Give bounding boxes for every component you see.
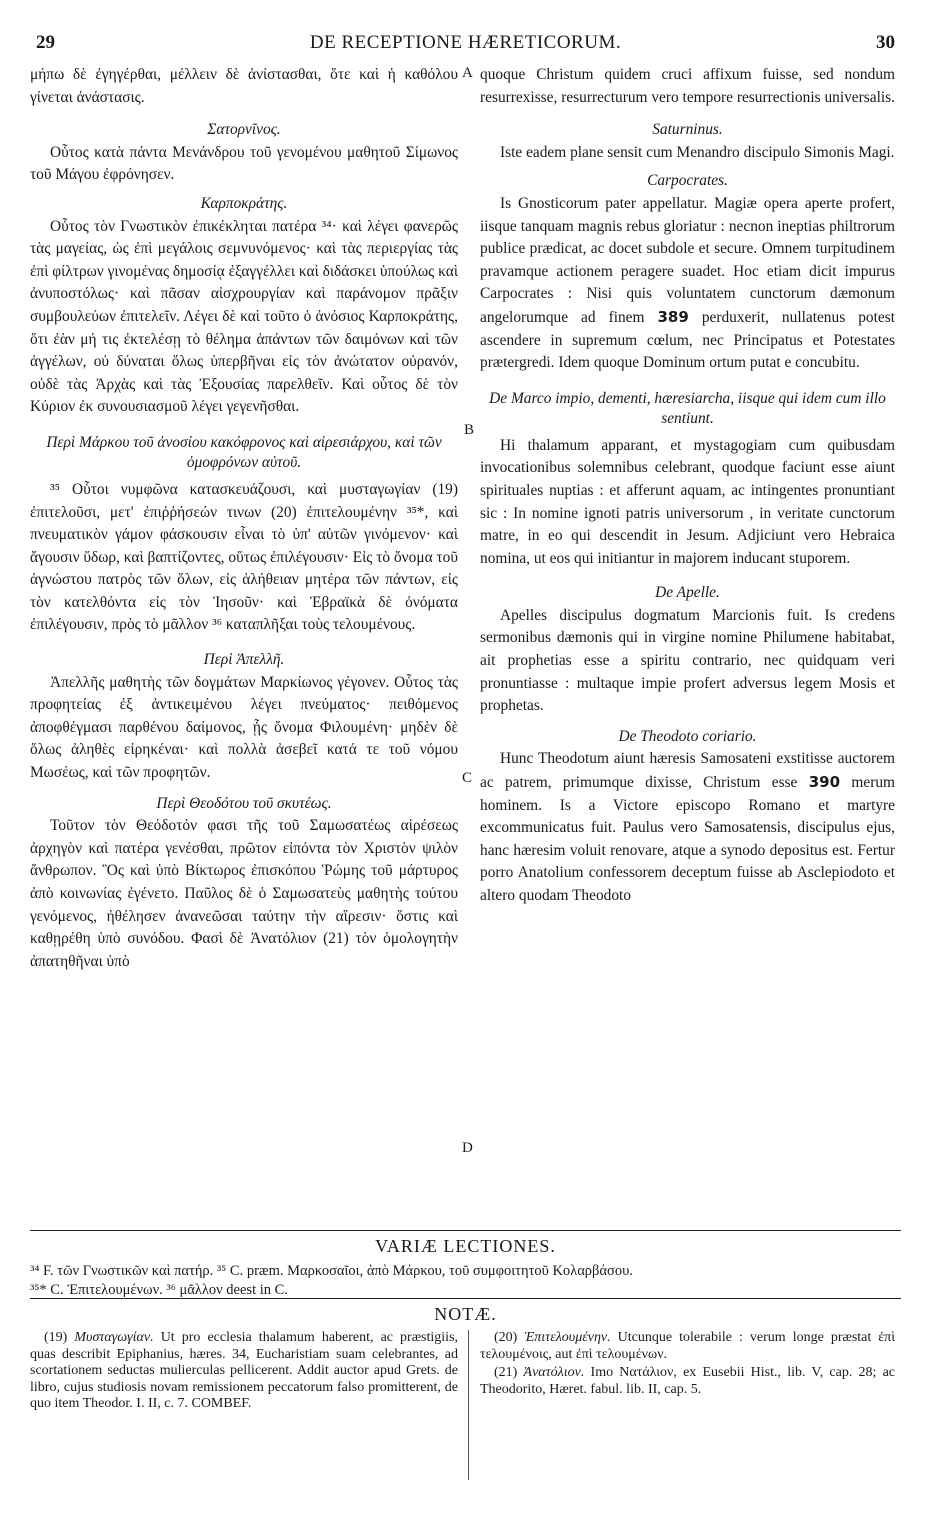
margin-letter-b: B [464,422,475,438]
note-19 [30,1330,458,1413]
note-20-number: (20) [494,1330,518,1345]
greek-heading-carpocrates: Καρποκράτης. [200,194,288,212]
latin-carpocrates-text-a: Is Gnosticorum pater appellatur. Magiæ opera aperte profert, iisque tanquam magnis rebus gloriatur : necnon ineptias philtrorum publice prædicat, ac docet subdole et secure. Omnem turpitudinem pravamque actionem peragere suadet. Hoc etiam dicit impurus Carpocrates : Nisi quis voluntatem cunctorum dæmonum angelorumque ad finem [480,194,895,326]
latin-paragraph-0: quoque Christum quidem cruci affixum fuisse, sed nondum resurrexisse, resurrecturum vero tempore resurrectionis universalis. [480,66,895,106]
note-20 [480,1330,895,1363]
latin-paragraph-marcus: Hi thalamum apparant, et mystagogiam cum quibusdam invocationibus solemnibus celebrant, quodque faciunt esse aiunt spirituales nuptias : et afferunt aquam, ac intingentes pronuntiant sic : In nomine ignoti patris universorum , in veritate cunctorum matre, in eo qui descendit in Jesum. Adjiciunt vero Hebraica nomina, ut eos qui initiantur in majorem inducant stuporem. [480,436,895,567]
latin-theodotus-text-b: merum hominem. Is a Victore episcopo Romano et martyre excommunicatus fuit. Paulus vero Samosatensis, discipulus ejus, hanc hæresim voluit renovare, atque a synodo depositus est. Fertur porro Anatolium confessorem deceptum fuisse ab Asclepiodoto et altero quodam Theodoto [480,774,895,904]
column-number-390: 390 [808,773,841,792]
greek-heading-saturninus: Σατορνῖνος. [207,121,281,139]
latin-heading-theodotus: De Theodoto coriario. [618,727,757,745]
notae-right-column [480,1330,895,1398]
note-21-lemma: Ἀνατόλιον. [523,1365,585,1381]
notes-column-divider [468,1330,469,1480]
latin-heading-apelles: De Apelle. [655,584,720,602]
variae-line-1: ³⁴ F. τῶν Γνωστικῶν καὶ πατήρ. ³⁵ C. præm. Μαρκοσαῖοι, ἀπὸ Μάρκου, τοῦ συμφοιτητοῦ Κολαρβάσου. [30,1263,633,1279]
margin-letter-a: A [462,65,473,81]
greek-heading-apelles: Περὶ Ἀπελλῆ. [203,651,285,669]
latin-heading-carpocrates: Carpocrates. [647,172,728,190]
running-title: DE RECEPTIONE HÆRETICORUM. [309,32,622,53]
latin-paragraph-carpocrates [480,193,895,375]
notae-rule [30,1298,901,1299]
page-number-right: 30 [876,32,895,53]
latin-paragraph-theodotus [480,748,895,907]
note-21-text: Imo Νατάλιον, ex Eusebii Hist., lib. V, cap. 28; ac Theodorito, Hæret. fabul. lib. II, cap. 5. [480,1365,896,1397]
latin-column [480,64,895,908]
latin-paragraph-saturninus: Iste eadem plane sensit cum Menandro discipulo Simonis Magi. [500,143,895,161]
greek-column [30,64,458,973]
running-header [30,32,901,58]
latin-heading-marcus: De Marco impio, dementi, hæresiarcha, iisque qui idem cum illo sentiunt. [489,389,886,427]
note-19-number: (19) [44,1330,68,1345]
note-21-number: (21) [494,1365,518,1381]
latin-theodotus-text-a: Hunc Theodotum aiunt hæresis Samosateni exstitisse auctorem ac patrem, primumque dixisse, Christum esse [480,750,895,792]
note-20-text: Utcunque tolerabile : verum longe præstat ἐπὶ τελουμένοις, aut ἐπὶ τελουμένων. [480,1330,896,1362]
greek-paragraph-saturninus: Οὗτος κατὰ πάντα Μενάνδρου τοῦ γενομένου μαθητοῦ Σίμωνος τοῦ Μάγου ἐφρόνησεν. [30,143,458,184]
greek-heading-theodotus: Περὶ Θεοδότου τοῦ σκυτέως. [156,794,332,812]
greek-heading-marcus: Περὶ Μάρκου τοῦ ἀνοσίου κακόφρονος καὶ αἱρεσιάρχου, καὶ τῶν ὁμοφρόνων αὐτοῦ. [46,433,442,471]
greek-paragraph-theodotus: Τοῦτον τὸν Θεόδοτόν φασι τῆς τοῦ Σαμωσατέως αἱρέσεως ἀρχηγὸν καὶ πατέρα γενέσθαι, πρῶτον εἰπόντα τὸν Χριστὸν ψιλὸν ἄνθρωπον. Ὃς καὶ ὑπὸ Βίκτωρος ἐπισκόπου Ῥώμης τοῦ μάρτυρος ἀπὸ κοινωνίας ἐγένετο. Παῦλος δὲ ὁ Σαμωσατεὺς μαθητὴς τούτου γενόμενος, ἠθέλησεν ἀνανεῶσαι ταύτην τὴν αἵρεσιν· ὅστις καὶ καθῃρέθη ὑπὸ συνόδου. Φασὶ δὲ Ἀνατόλιον (21) τὸν ὁμολογητὴν ἀπατηθῆναι ὑπὸ [30,817,458,970]
latin-carpocrates-text-b: perduxerit, nullatenus potest ascendere in supremum cœlum, nec Principatus et Potestates prætergredi. Idem quoque Dominum ortum putat e concubitu. [480,308,895,372]
greek-paragraph-0: μήπω δὲ ἐγηγέρθαι, μέλλειν δὲ ἀνίστασθαι, ὅτε καὶ ἡ καθόλου γίνεται ἀνάστασις. [30,66,458,106]
column-number-389: 389 [657,307,689,326]
greek-paragraph-marcus: ³⁵ Οὗτοι νυμφῶνα κατασκευάζουσι, καὶ μυσταγωγίαν (19) ἐπιτελοῦσι, μετ' ἐπιῤῥήσεών τινων (20) ἐπιτελουμένην ³⁵*, καὶ πνευματικὸν γάμον φάσκουσιν εἶναι τὸ ὑπ' αὐτῶν γινόμενον· καὶ ἄγουσιν ὕδωρ, καὶ βαπτίζοντες, οὕτως ἐπιλέγουσιν· Εἰς τὸ ὄνομα τοῦ ἀγνώστου πατρὸς τῶν ὅλων, εἰς ἀλήθειαν μητέρα τῶν πάντων, εἰς τὸν κατελθόντα εἰς τὸν Ἰησοῦν· καὶ Ἑβραϊκὰ δὲ ὀνόματα ἐπιλέγουσιν, πρὸς τὸ μᾶλλον ³⁶ καταπλῆξαι τοὺς τελουμένους. [30,480,458,634]
note-19-text: Ut pro ecclesia thalamum haberent, ac præstigiis, quas describit Epiphanius, hæres. 34, Eucharistiam suam celebrantes, ad scortationem seductas mulierculas pellicerent. Addit auctor apud Grets. de libro, cujus studiosis novam remissionem peccatorum falso promitterent, de quo item Theodor. I. II, c. 7. COMBEF. [30,1330,459,1412]
variae-lectiones [30,1262,900,1299]
variae-rule [30,1230,901,1231]
notae-title: NOTÆ. [434,1304,497,1324]
latin-heading-saturninus: Saturninus. [652,121,723,139]
variae-lectiones-title: VARIÆ LECTIONES. [375,1236,556,1256]
note-21 [480,1365,895,1398]
greek-paragraph-apelles: Ἀπελλῆς μαθητὴς τῶν δογμάτων Μαρκίωνος γέγονεν. Οὗτος τὰς προφητείας ἐξ ἀντικειμένου λέγει πνεύματος· πειθόμενος ἀποφθέγμασι παρθένου δαίμονος, ᾗς ὄνομα Φιλουμένη· μηδὲν δὲ ὅλως ἀληθὲς εἰρηκέναι· καὶ πολλὰ ἀσεβεῖ κατά τε τοῦ νόμου Μωσέως, καὶ τῶν προφητῶν. [30,673,458,782]
latin-paragraph-apelles: Apelles discipulus dogmatum Marcionis fuit. Is credens sermonibus dæmonis qui in virgine nomine Philumene habitabat, ait prophetias esse a spiritu contrario, nec quidquam veri pronuntiasse : multaque impie profert adversus legem Mosis et prophetas. [480,606,895,715]
notae-left-column [30,1330,458,1413]
note-20-lemma: Ἐπιτελουμένην. [524,1330,611,1345]
margin-letter-d: D [462,1140,473,1156]
note-19-lemma: Μυσταγωγίαν. [74,1330,154,1345]
variae-line-2: ³⁵* C. Ἐπιτελουμένων. ³⁶ μᾶλλον deest in C. [30,1281,288,1298]
greek-paragraph-carpocrates: Οὗτος τὸν Γνωστικὸν ἐπικέκληται πατέρα ³⁴· καὶ λέγει φανερῶς τὰς μαγείας, ὡς ἐπὶ μεγάλοις σεμνυνόμενος· καὶ τὰς περιεργίας τὰς ἐπὶ φίλτρων γινομένας δημοσίᾳ ἐξαγγέλλει καὶ διδάσκει ὑπούλως καὶ ἀνυποστόλως· καὶ πᾶσαν αἰσχρουργίαν καὶ παράνομον πρᾶξιν συμβουλεύων ἐπιτελεῖν. Λέγει δὲ καὶ τοῦτο ὁ ἀνόσιος Καρποκράτης, ὅτι ἐὰν μή τις ἐκτελέσῃ τὸ θέλημα ἁπάντων τῶν δαιμόνων καὶ τῶν ἀγγέλων, οὐ δύναται ὅλως ὑπερβῆναι εἰς τὸν ἀνώτατον οὐρανόν, οὐδὲ τὰς Ἀρχὰς καὶ τὰς Ἐξουσίας παρελθεῖν. Καὶ οὗτος δὲ τὸν Κύριον ἐκ συνουσιασμοῦ λέγει γεγενῆσθαι. [30,217,458,416]
page-number-left: 29 [36,32,55,53]
margin-letter-c: C [462,770,473,786]
